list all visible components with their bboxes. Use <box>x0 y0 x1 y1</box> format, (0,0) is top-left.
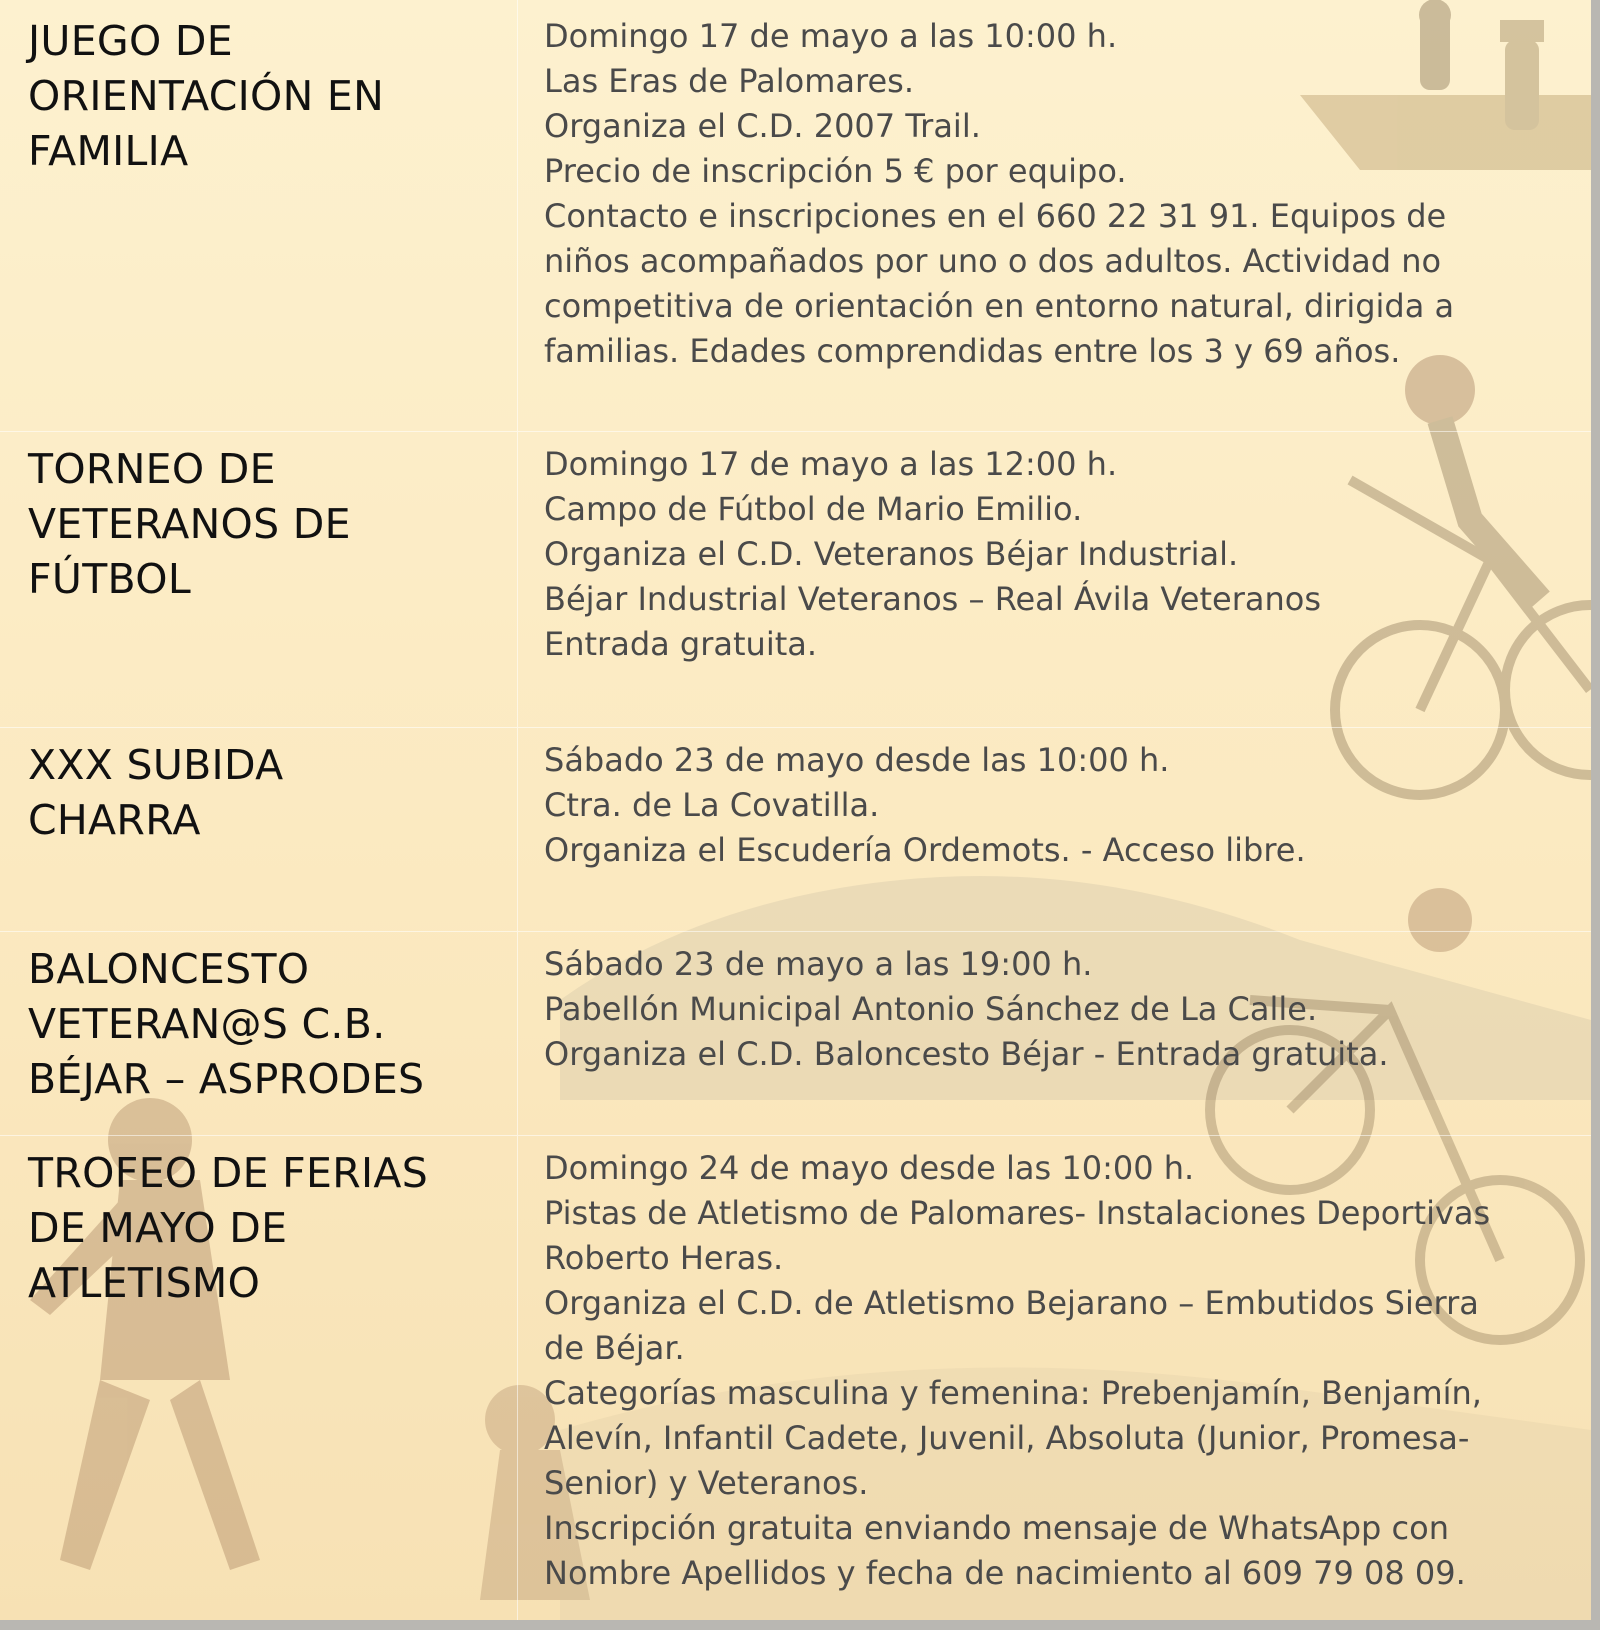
event-row <box>0 932 1591 1136</box>
event-title: TORNEO DE VETERANOS DE FÚTBOL <box>28 445 351 603</box>
event-title: JUEGO DE ORIENTACIÓN EN FAMILIA <box>28 17 385 175</box>
event-row <box>0 0 1591 432</box>
event-title: TROFEO DE FERIAS DE MAYO DE ATLETISMO <box>28 1149 429 1307</box>
event-title: XXX SUBIDA CHARRA <box>28 741 284 844</box>
event-row <box>0 728 1591 932</box>
event-row <box>0 432 1591 728</box>
event-title: BALONCESTO VETERAN@S C.B. BÉJAR – ASPRODES <box>28 945 425 1103</box>
event-details: Domingo 24 de mayo desde las 10:00 h. Pistas de Atletismo de Palomares- Instalaciones Deportivas Roberto Heras. Organiza el C.D. de Atletismo Bejarano – Embutidos Sierra de Béjar. Categorías masculina y femenina: Prebenjamín, Benjamín, Alevín, Infantil Cadete, Juvenil, Absoluta (Junior, Promesa- Senior) y Veteranos. Inscripción gratuita enviando mensaje de WhatsApp con Nombre Apellidos y fecha de nacimiento al 609 79 08 09. <box>544 1149 1491 1592</box>
event-row <box>0 1136 1591 1620</box>
page-frame-bottom <box>0 1620 1600 1630</box>
event-details: Domingo 17 de mayo a las 12:00 h. Campo de Fútbol de Mario Emilio. Organiza el C.D. Veteranos Béjar Industrial. Béjar Industrial Veteranos – Real Ávila Veteranos Entrada gratuita. <box>544 445 1321 663</box>
event-details: Sábado 23 de mayo a las 19:00 h. Pabellón Municipal Antonio Sánchez de La Calle. Organiza el C.D. Baloncesto Béjar - Entrada gratuita. <box>544 945 1389 1073</box>
event-details: Sábado 23 de mayo desde las 10:00 h. Ctra. de La Covatilla. Organiza el Escudería Ordemots. - Acceso libre. <box>544 741 1306 869</box>
event-details: Domingo 17 de mayo a las 10:00 h. Las Eras de Palomares. Organiza el C.D. 2007 Trail. Precio de inscripción 5 € por equipo. Contacto e inscripciones en el 660 22 31 91. Equipos de niños acompañados por uno o dos adultos. Actividad no competitiva de orientación en entorno natural, dirigida a familias. Edades comprendidas entre los 3 y 69 años. <box>544 17 1455 370</box>
page-frame-right <box>1591 0 1600 1630</box>
